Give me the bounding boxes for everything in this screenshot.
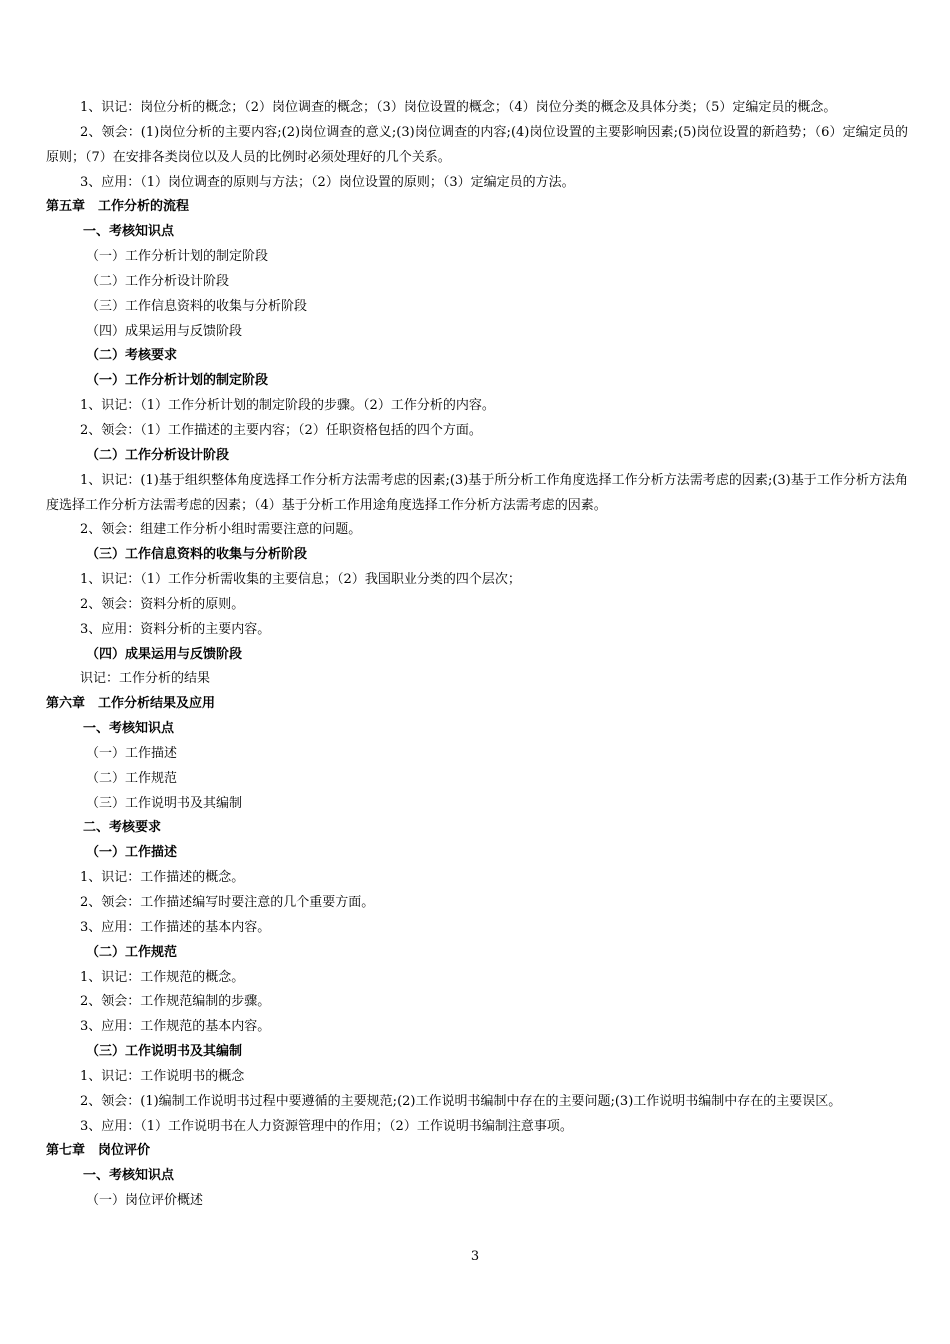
list-item: （一）工作分析计划的制定阶段	[86, 249, 269, 265]
subsection-heading: （一）工作分析计划的制定阶段	[86, 373, 269, 389]
section-heading: 一、考核知识点	[83, 224, 175, 240]
subsection-heading: （一）工作描述	[86, 845, 178, 861]
list-item: （一）工作描述	[86, 745, 178, 761]
paragraph: 3、应用：工作描述的基本内容。	[80, 919, 271, 935]
list-item: （四）成果运用与反馈阶段	[86, 323, 243, 339]
subsection-heading: （二）工作规范	[86, 944, 178, 960]
paragraph: 2、领会：资料分析的原则。	[80, 596, 245, 612]
section-heading: 二、考核要求	[83, 820, 162, 836]
paragraph: 1、识记：（1）工作分析计划的制定阶段的步骤。（2）工作分析的内容。	[80, 398, 495, 414]
paragraph: 1、识记：工作规范的概念。	[80, 969, 245, 985]
document-body	[46, 96, 908, 1214]
list-item: （二）工作规范	[86, 770, 178, 786]
list-item: （三）工作信息资料的收集与分析阶段	[86, 298, 308, 314]
paragraph: 3、应用：工作规范的基本内容。	[80, 1019, 271, 1035]
paragraph: 3、应用：资料分析的主要内容。	[80, 621, 271, 637]
paragraph: 1、识记：岗位分析的概念；（2）岗位调查的概念；（3）岗位设置的概念；（4）岗位分类的概念及具体分类；（5）定编定员的概念。	[80, 100, 837, 115]
list-item: （三）工作说明书及其编制	[86, 795, 243, 811]
subsection-heading: （三）工作说明书及其编制	[86, 1044, 243, 1060]
paragraph: 2、领会：组建工作分析小组时需要注意的问题。	[80, 522, 362, 538]
chapter-heading: 第七章 岗位评价	[46, 1143, 151, 1159]
paragraph: 1、识记：工作说明书的概念	[80, 1068, 245, 1084]
paragraph: 2、领会：(1)编制工作说明书过程中要遵循的主要规范;(2)工作说明书编制中存在的主要问题;(3)工作说明书编制中存在的主要误区。	[80, 1093, 842, 1109]
subsection-heading: （二）工作分析设计阶段	[86, 447, 230, 463]
page-number: 3	[470, 1249, 480, 1264]
paragraph: 2、领会：工作描述编写时要注意的几个重要方面。	[80, 895, 375, 910]
section-heading: 一、考核知识点	[83, 721, 175, 737]
chapter-heading: 第五章 工作分析的流程	[46, 199, 190, 215]
paragraph: 识记：工作分析的结果	[80, 671, 211, 687]
section-heading: 一、考核知识点	[83, 1168, 175, 1184]
list-item: （一）岗位评价概述	[86, 1193, 204, 1209]
section-heading: （二）考核要求	[86, 348, 178, 364]
paragraph: 3、应用：（1）岗位调查的原则与方法；（2）岗位设置的原则；（3）定编定员的方法。	[80, 174, 575, 190]
chapter-heading: 第六章 工作分析结果及应用	[46, 696, 216, 712]
paragraph: 2、领会：工作规范编制的步骤。	[80, 994, 271, 1010]
paragraph: 1、识记：(1)基于组织整体角度选择工作分析方法需考虑的因素;(3)基于所分析工作角度选择工作分析方法需考虑的因素;(3)基于工作分析方法角度选择工作分析方法需考虑的因素；（4）基于分析工作用途角度选择工作分析方法需考虑的因素。	[46, 472, 908, 513]
paragraph: 2、领会：(1)岗位分析的主要内容;(2)岗位调查的意义;(3)岗位调查的内容;(4)岗位设置的主要影响因素;(5)岗位设置的新趋势；（6）定编定员的原则；（7）在安排各类岗位以及人员的比例时必须处理好的几个关系。	[46, 124, 908, 165]
paragraph: 3、应用：（1）工作说明书在人力资源管理中的作用；（2）工作说明书编制注意事项。	[80, 1118, 573, 1134]
subsection-heading: （四）成果运用与反馈阶段	[86, 646, 243, 662]
paragraph: 1、识记：（1）工作分析需收集的主要信息；（2）我国职业分类的四个层次；	[80, 572, 521, 588]
paragraph: 1、识记：工作描述的概念。	[80, 870, 245, 886]
subsection-heading: （三）工作信息资料的收集与分析阶段	[86, 547, 308, 563]
paragraph: 2、领会：（1）工作描述的主要内容；（2）任职资格包括的四个方面。	[80, 422, 482, 438]
list-item: （二）工作分析设计阶段	[86, 273, 230, 289]
